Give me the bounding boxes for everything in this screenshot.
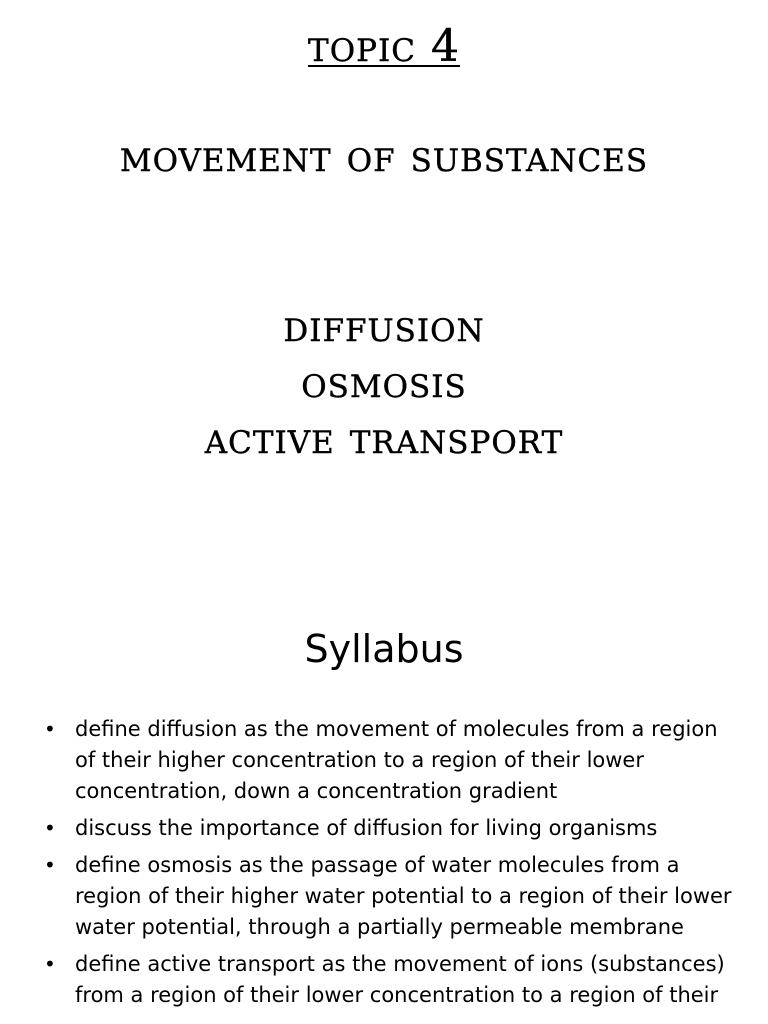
list-item [44, 949, 734, 1011]
list-item [44, 850, 734, 943]
main-title: movement of substances [119, 131, 649, 182]
list-item-text: define active transport as the movement of ions (substances) from a region of their lower concentration to a region of their [75, 952, 725, 1007]
bullet-icon: • [44, 816, 56, 840]
syllabus-slide [0, 580, 768, 1024]
bullet-icon: • [44, 853, 56, 877]
bullet-icon: • [44, 717, 56, 741]
subtopic-diffusion: diffusion [283, 301, 485, 352]
syllabus-list [44, 714, 734, 1017]
bullet-icon: • [44, 952, 56, 976]
list-item [44, 714, 734, 807]
syllabus-title: Syllabus [304, 627, 464, 671]
list-item-text: discuss the importance of diffusion for living organisms [75, 816, 658, 840]
list-item [44, 813, 734, 844]
list-item-text: define diffusion as the movement of molecules from a region of their higher concentration to a region of their lower concentration, down a concentration gradient [75, 717, 718, 803]
list-item-text: define osmosis as the passage of water molecules from a region of their higher water potential to a region of their lower water potential, through a partially permeable membrane [75, 853, 732, 939]
topic-heading: topic 4 [308, 21, 460, 72]
subtopic-osmosis: osmosis [301, 357, 467, 408]
subtopic-active-transport: active transport [204, 413, 564, 464]
